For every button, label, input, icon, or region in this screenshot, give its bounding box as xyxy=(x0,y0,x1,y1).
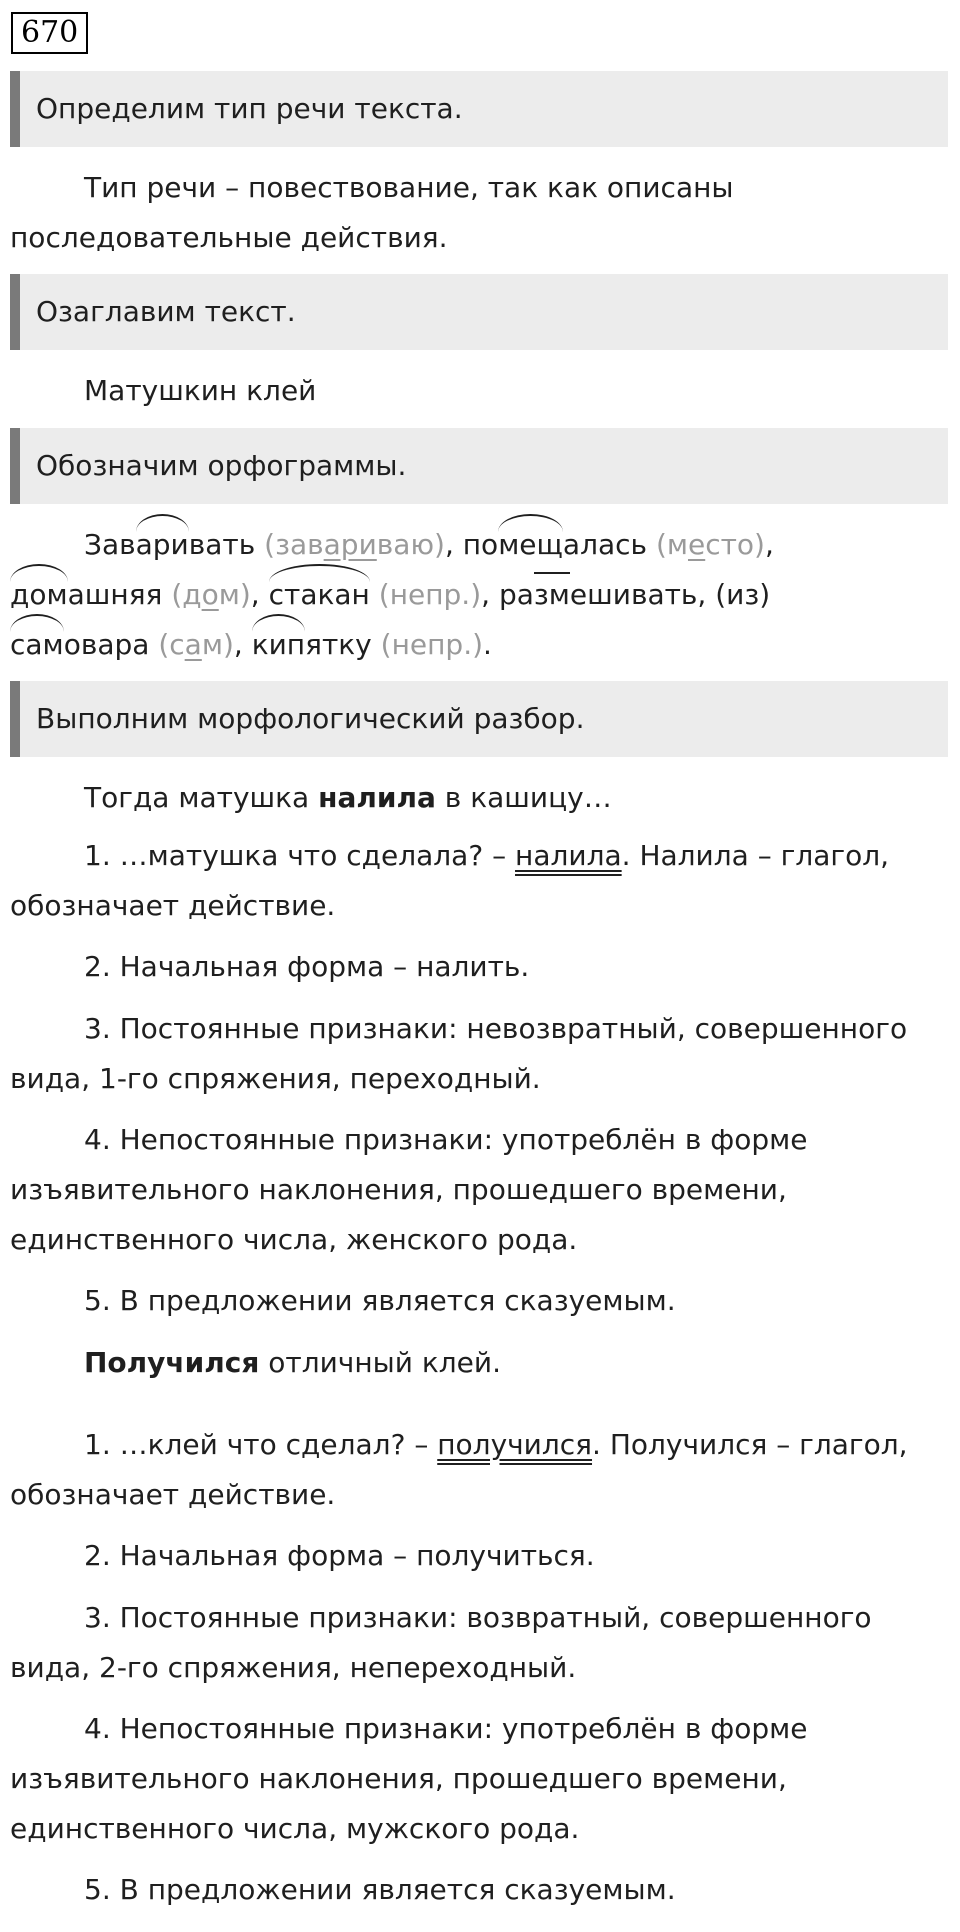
check-word: (непр.) xyxy=(380,628,484,661)
analysis-1-item-2: 2. Начальная форма – налить. xyxy=(84,950,530,983)
analysis-2-item-1: 1. …клей что сделал? – получился. Получился – глагол, xyxy=(84,1428,908,1461)
root-arc: кип xyxy=(252,620,305,670)
check-word: (завариваю) xyxy=(264,528,445,561)
check-word: (дом) xyxy=(171,578,251,611)
analysis-2-item-2: 2. Начальная форма – получиться. xyxy=(84,1539,595,1572)
analysis-1-item-4: 4. Непостоянные признаки: употреблён в форме xyxy=(84,1123,808,1156)
analysis-1-item-4-cont-2: единственного числа, женского рода. xyxy=(10,1223,578,1256)
orth-word: вать xyxy=(188,528,256,561)
section-header-speech-type: Определим тип речи текста. xyxy=(10,71,948,147)
root-arc: сам xyxy=(10,620,64,670)
analysis-1-item-5: 5. В предложении является сказуемым. xyxy=(84,1284,676,1317)
root-arc: мещ xyxy=(498,520,563,570)
sentence-1: Тогда матушка налила в кашицу… xyxy=(84,781,612,814)
root-arc: дом xyxy=(10,570,68,620)
root-arc: ари xyxy=(136,520,189,570)
task-number: 670 xyxy=(11,12,88,54)
analysis-1-item-1-cont: обозначает действие. xyxy=(10,889,336,922)
section-header-orthograms: Обозначим орфограммы. xyxy=(10,428,948,504)
analysis-1-item-1: 1. …матушка что сделала? – налила. Налила – глагол, xyxy=(84,839,890,872)
orth-word: Зав xyxy=(84,528,136,561)
sentence-2: Получился отличный клей. xyxy=(84,1346,501,1379)
prefix-mark: зм xyxy=(534,570,570,620)
orth-word: алась xyxy=(562,528,648,561)
speech-type-line-2: последовательные действия. xyxy=(10,221,448,254)
analysis-2-item-3: 3. Постоянные признаки: возвратный, совершенного xyxy=(84,1601,872,1634)
title-answer: Матушкин клей xyxy=(84,374,317,407)
analysis-2-item-4-cont-1: изъявительного наклонения, прошедшего времени, xyxy=(10,1762,787,1795)
analysis-2-item-3-cont: вида, 2-го спряжения, непереходный. xyxy=(10,1651,577,1684)
check-word: (место) xyxy=(655,528,765,561)
analysis-1-item-3: 3. Постоянные признаки: невозвратный, совершенного xyxy=(84,1012,908,1045)
orthograms-line-1: Заваривать (завариваю), помещалась (место), xyxy=(10,520,960,570)
analysis-1-item-4-cont-1: изъявительного наклонения, прошедшего времени, xyxy=(10,1173,787,1206)
orth-word: по xyxy=(462,528,499,561)
orthograms-line-3: самовара (сам), кипятку (непр.). xyxy=(10,620,955,670)
orthograms-line-2: домашняя (дом), стакан (непр.), размешивать, (из) xyxy=(10,570,955,620)
speech-type-line-1: Тип речи – повествование, так как описаны xyxy=(84,171,734,204)
analysis-1-item-3-cont: вида, 1-го спряжения, переходный. xyxy=(10,1062,541,1095)
check-word: (сам) xyxy=(158,628,234,661)
analysis-2-item-1-cont: обозначает действие. xyxy=(10,1478,336,1511)
root-arc: стакан xyxy=(269,570,370,620)
analysis-2-item-4: 4. Непостоянные признаки: употреблён в форме xyxy=(84,1712,808,1745)
analysis-2-item-5: 5. В предложении является сказуемым. xyxy=(84,1873,676,1906)
check-word: (непр.) xyxy=(378,578,482,611)
section-header-morphology: Выполним морфологический разбор. xyxy=(10,681,948,757)
analysis-2-item-4-cont-2: единственного числа, мужского рода. xyxy=(10,1812,580,1845)
section-header-title: Озаглавим текст. xyxy=(10,274,948,350)
